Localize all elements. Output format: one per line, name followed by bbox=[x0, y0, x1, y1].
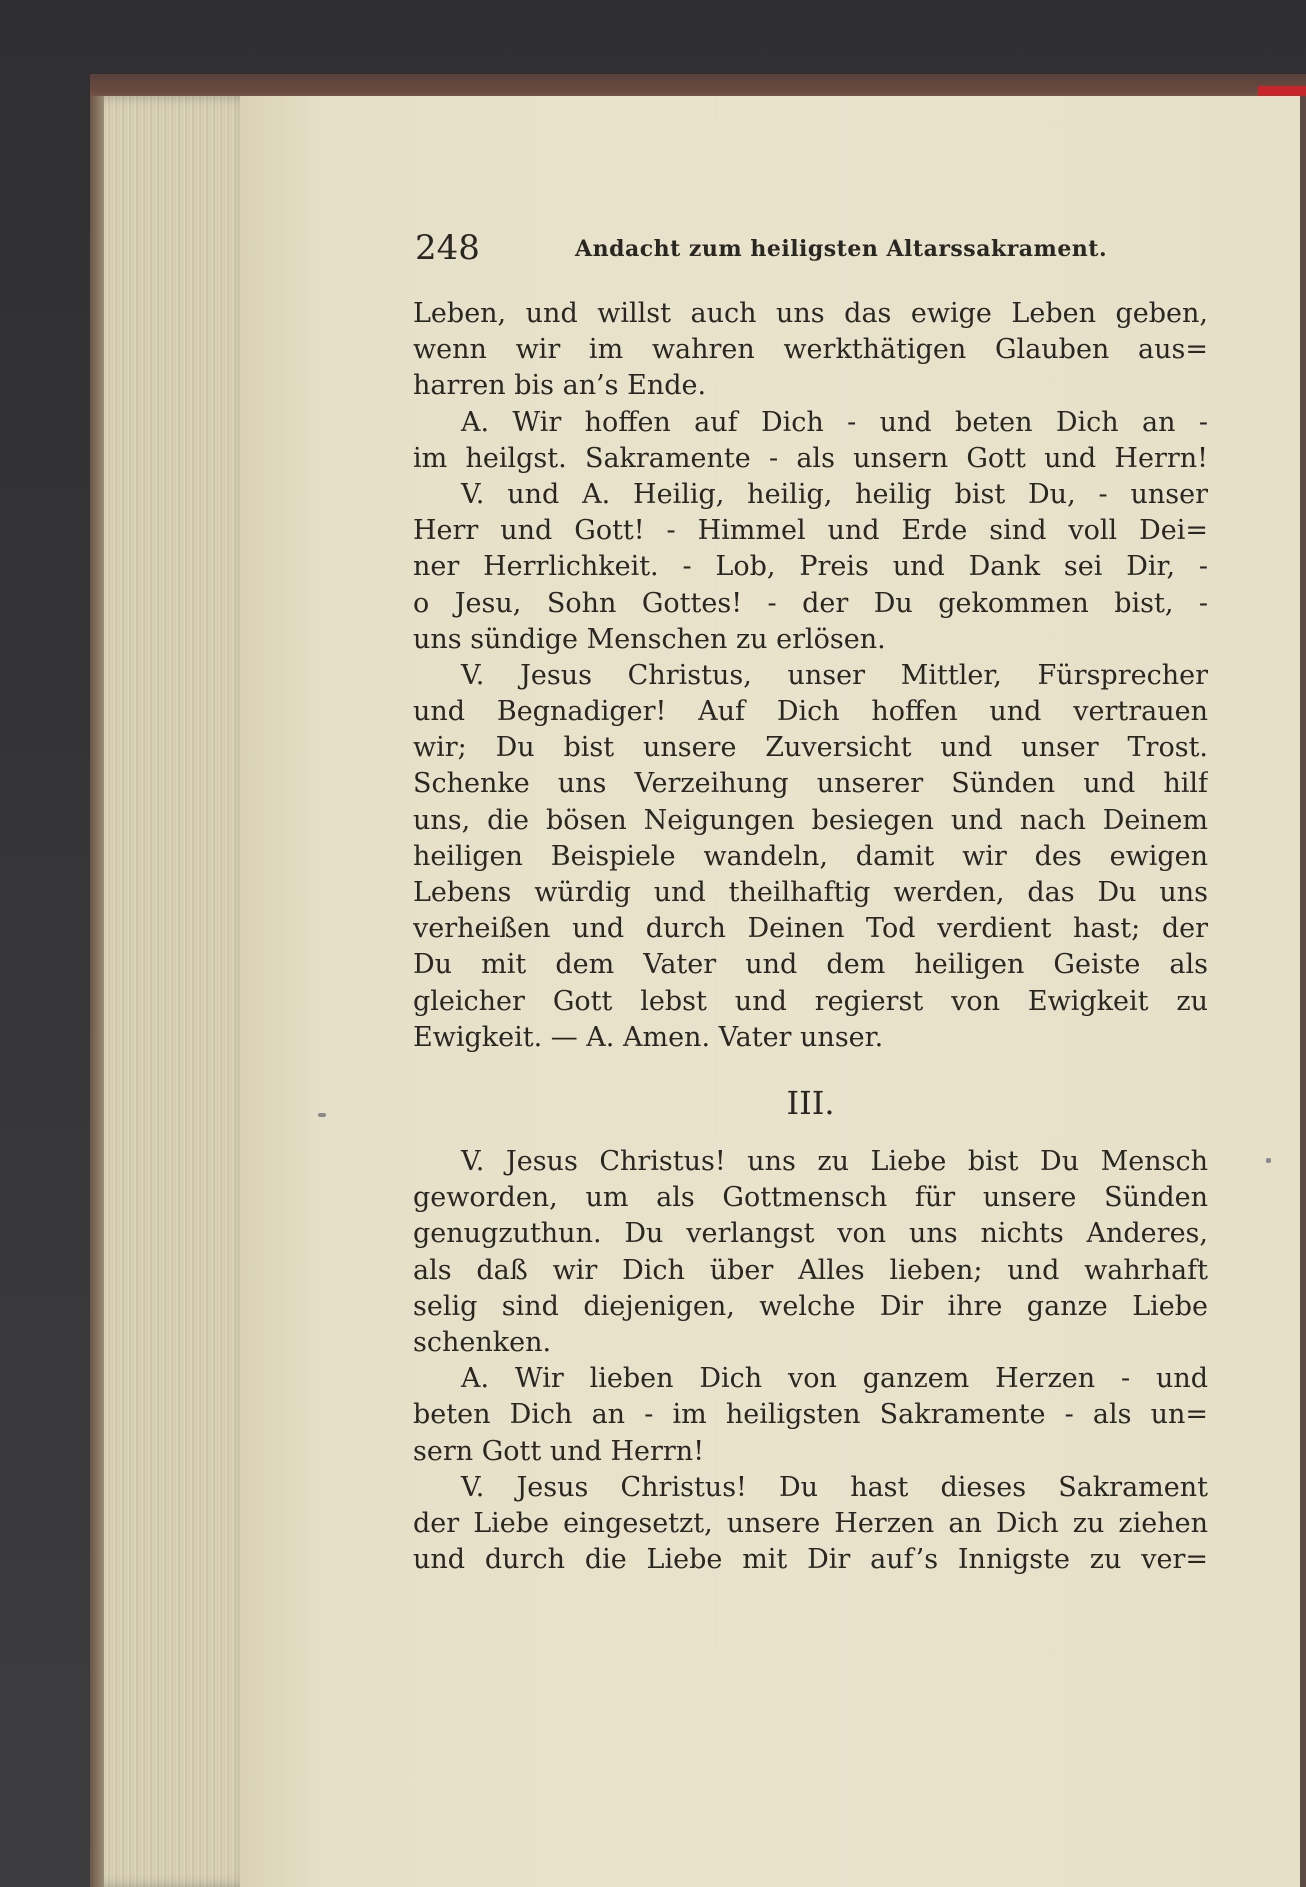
text-line: genugzuthun. Du verlangst von uns nichts Anderes, bbox=[413, 1218, 1208, 1250]
text-line: Herr und Gott! - Himmel und Erde sind voll Dei= bbox=[413, 515, 1208, 547]
text-line: Leben, und willst auch uns das ewige Leben geben, bbox=[413, 298, 1208, 329]
dust-speck bbox=[318, 1113, 326, 1117]
text-line: A. Wir lieben Dich von ganzem Herzen - und bbox=[461, 1363, 1208, 1395]
text-line: wenn wir im wahren werkthätigen Glauben aus= bbox=[413, 334, 1208, 366]
page-stack-edges bbox=[90, 96, 250, 1887]
text-line: Ewigkeit. — A. Amen. Vater unser. bbox=[413, 1021, 884, 1053]
text-line: o Jesu, Sohn Gottes! - der Du gekommen bist, - bbox=[413, 587, 1208, 619]
text-line: und Begnadiger! Auf Dich hoffen und vertrauen bbox=[413, 696, 1208, 728]
section-numeral: III. bbox=[786, 1084, 835, 1122]
text-line: V. Jesus Christus! Du hast dieses Sakrament bbox=[461, 1471, 1208, 1503]
text-line: V. Jesus Christus, unser Mittler, Fürsprecher bbox=[461, 659, 1208, 691]
text-line: selig sind diejenigen, welche Dir ihre ganze Liebe bbox=[413, 1290, 1208, 1322]
text-line: schenken. bbox=[413, 1326, 552, 1358]
text-line: A. Wir hoffen auf Dich - und beten Dich an - bbox=[461, 406, 1208, 438]
text-line: harren bis an’s Ende. bbox=[413, 370, 707, 402]
text-line: als daß wir Dich über Alles lieben; und wahrhaft bbox=[413, 1254, 1208, 1286]
running-head bbox=[415, 228, 1108, 268]
text-line: Du mit dem Vater und dem heiligen Geiste als bbox=[413, 949, 1208, 981]
text-line: V. Jesus Christus! uns zu Liebe bist Du Mensch bbox=[461, 1146, 1208, 1177]
body-text-part1 bbox=[413, 296, 1208, 1056]
page-number: 248 bbox=[415, 228, 480, 268]
text-line: V. und A. Heilig, heilig, heilig bist Du, - unser bbox=[461, 478, 1208, 510]
text-line: geworden, um als Gottmensch für unsere Sünden bbox=[413, 1182, 1208, 1214]
page-right-shadow bbox=[1300, 96, 1306, 1887]
text-line: gleicher Gott lebst und regierst von Ewigkeit zu bbox=[413, 985, 1208, 1017]
text-line: Lebens würdig und theilhaftig werden, das Du uns bbox=[413, 877, 1208, 908]
text-line: uns sündige Menschen zu erlösen. bbox=[413, 623, 886, 655]
text-line: und durch die Liebe mit Dir auf’s Innigste zu ver= bbox=[413, 1544, 1208, 1576]
text-line: verheißen und durch Deinen Tod verdient hast; der bbox=[413, 913, 1208, 945]
text-line: sern Gott und Herrn! bbox=[413, 1435, 705, 1467]
text-line: beten Dich an - im heiligsten Sakramente - als un= bbox=[413, 1399, 1208, 1431]
text-line: heiligen Beispiele wandeln, damit wir des ewigen bbox=[413, 840, 1208, 872]
text-line: im heilgst. Sakramente - als unsern Gott und Herrn! bbox=[413, 442, 1208, 474]
text-line: wir; Du bist unsere Zuversicht und unser Trost. bbox=[413, 732, 1208, 764]
text-line: ner Herrlichkeit. - Lob, Preis und Dank sei Dir, - bbox=[413, 551, 1208, 583]
dust-speck bbox=[1266, 1158, 1271, 1163]
text-line: der Liebe eingesetzt, unsere Herzen an Dich zu ziehen bbox=[413, 1507, 1208, 1539]
text-line: Schenke uns Verzeihung unserer Sünden und hilf bbox=[413, 768, 1208, 800]
text-line: uns, die bösen Neigungen besiegen und nach Deinem bbox=[413, 804, 1208, 836]
running-title: Andacht zum heiligsten Altarssakrament. bbox=[575, 236, 1108, 262]
body-text-part2 bbox=[413, 1144, 1208, 1578]
